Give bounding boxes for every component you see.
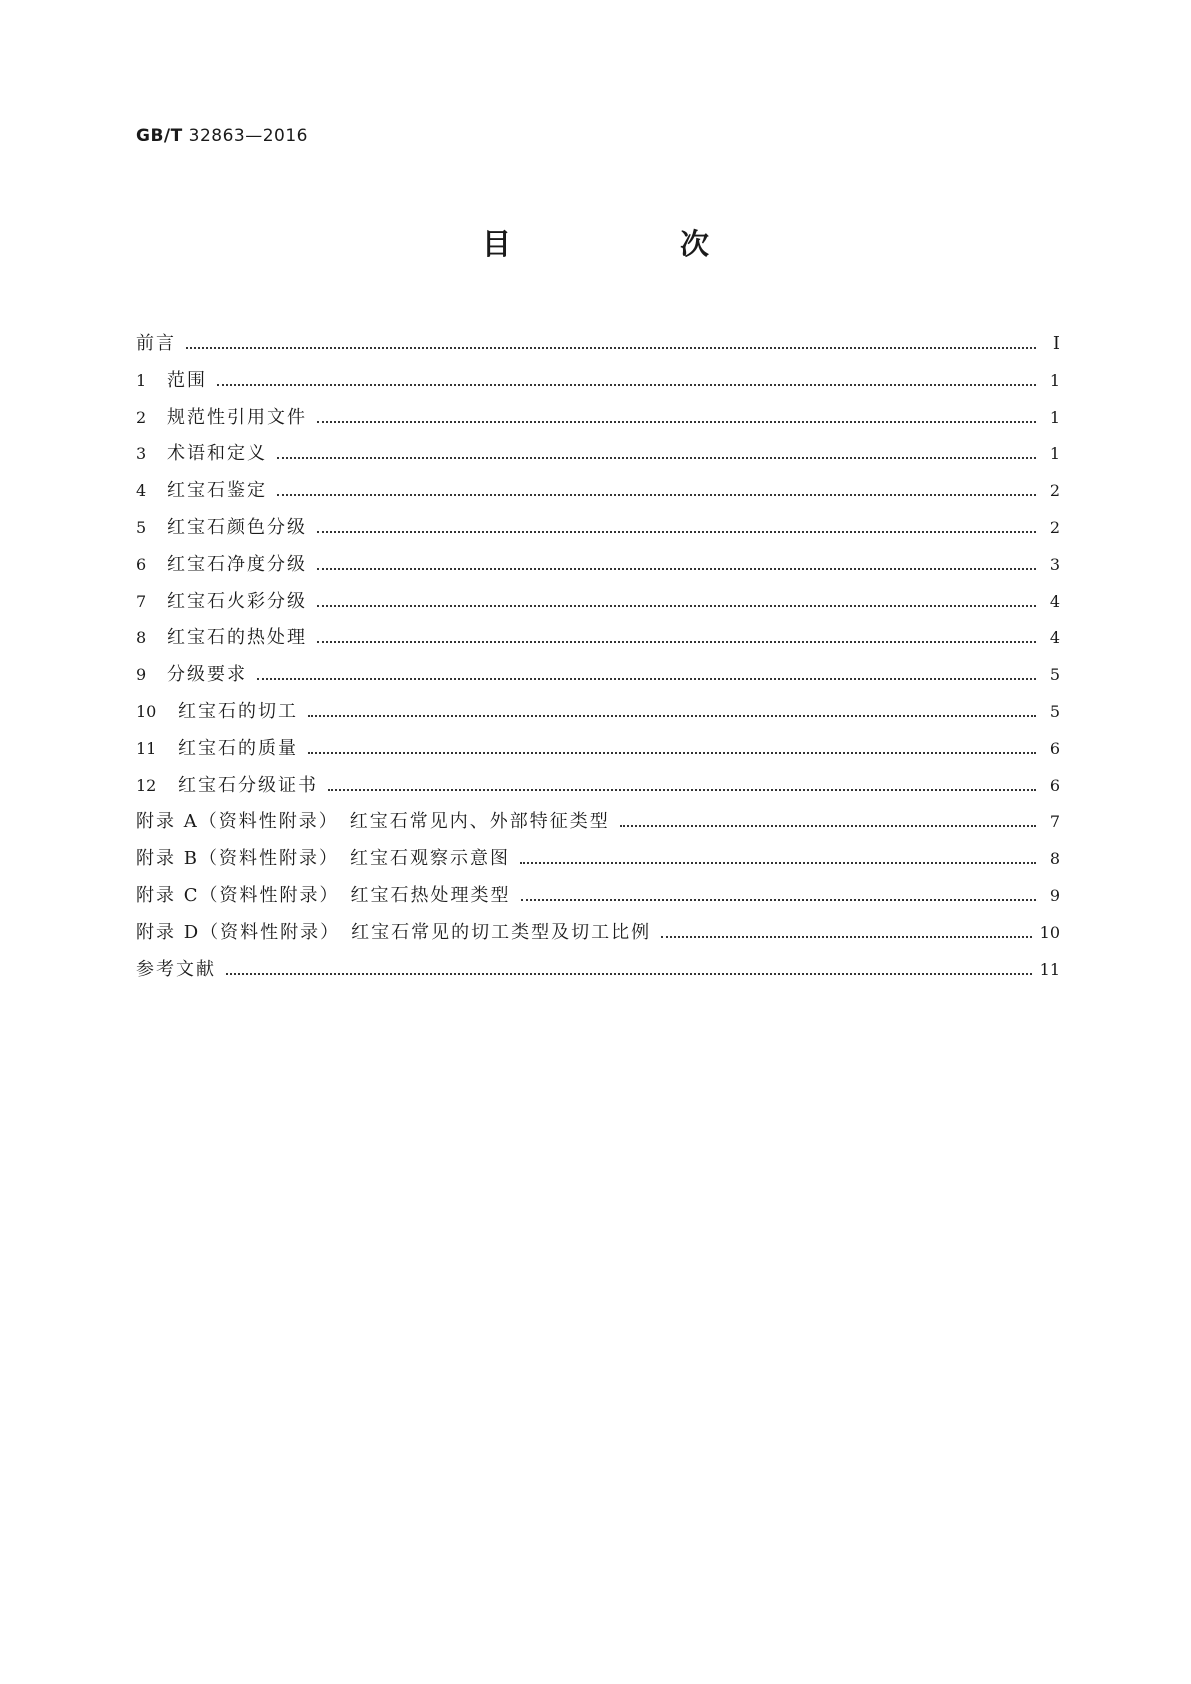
toc-dot-leader <box>317 568 1036 570</box>
toc-entry-label: 红宝石净度分级 <box>167 553 307 575</box>
toc-dot-leader <box>226 973 1032 975</box>
toc-dot-leader <box>317 421 1036 423</box>
toc-entry-10[interactable] <box>136 697 1060 734</box>
toc-entry-page: 8 <box>1049 849 1060 869</box>
toc-entry-page: 6 <box>1049 738 1060 758</box>
toc-entry-8[interactable] <box>136 623 1060 660</box>
toc-dot-leader <box>257 678 1036 680</box>
toc-entry-number: 5 <box>136 517 147 537</box>
standard-number <box>136 126 308 146</box>
toc-entry-label: 规范性引用文件 <box>167 406 307 428</box>
toc-entry-page: 1 <box>1049 370 1060 390</box>
toc-dot-leader <box>317 605 1036 607</box>
toc-entry-appendix-a[interactable] <box>136 807 1060 844</box>
toc-entry-label: 参考文献 <box>136 958 216 980</box>
toc-entry-9[interactable] <box>136 660 1060 697</box>
toc-dot-leader <box>620 825 1036 827</box>
toc-dot-leader <box>520 862 1036 864</box>
toc-entry-6[interactable] <box>136 550 1060 587</box>
toc-entry-page: 2 <box>1049 517 1060 537</box>
toc-entry-label: 红宝石的切工 <box>178 700 298 722</box>
toc-entry-label: 红宝石鉴定 <box>167 480 267 502</box>
toc-entry-1[interactable] <box>136 366 1060 403</box>
toc-entry-label: 附录 A（资料性附录） 红宝石常见内、外部特征类型 <box>136 811 610 833</box>
toc-entry-11[interactable] <box>136 734 1060 771</box>
toc-entry-number: 10 <box>136 701 157 721</box>
toc-entry-page: 1 <box>1049 444 1060 464</box>
toc-entry-label: 术语和定义 <box>167 443 267 465</box>
toc-entry-number: 8 <box>136 628 147 648</box>
toc-dot-leader <box>317 531 1036 533</box>
toc-entry-page: 9 <box>1049 885 1060 905</box>
toc-dot-leader <box>661 936 1031 938</box>
toc-entry-number: 6 <box>136 554 147 574</box>
toc-dot-leader <box>521 899 1037 901</box>
toc-entry-page: 4 <box>1049 591 1060 611</box>
toc-dot-leader <box>308 752 1036 754</box>
toc-entry-page: 4 <box>1049 628 1060 648</box>
toc-entry-page: 3 <box>1049 554 1060 574</box>
toc-entry-number: 11 <box>136 738 157 758</box>
toc-entry-label: 附录 D（资料性附录） 红宝石常见的切工类型及切工比例 <box>136 921 652 943</box>
toc-entry-label: 红宝石颜色分级 <box>167 516 307 538</box>
toc-entry-label: 红宝石的质量 <box>178 737 298 759</box>
toc-dot-leader <box>328 789 1036 791</box>
standard-prefix: GB/T <box>136 126 183 146</box>
toc-entry-page: 1 <box>1049 407 1060 427</box>
toc-entry-page: 11 <box>1039 959 1060 979</box>
page-title: 目 次 <box>481 227 779 261</box>
toc-entry-4[interactable] <box>136 476 1060 513</box>
toc-entry-appendix-d[interactable] <box>136 918 1060 955</box>
toc-entry-page: Ⅰ <box>1052 333 1060 354</box>
toc-dot-leader <box>277 457 1036 459</box>
toc-entry-references[interactable] <box>136 955 1060 992</box>
toc-entry-2[interactable] <box>136 403 1060 440</box>
toc-entry-12[interactable] <box>136 771 1060 808</box>
toc-dot-leader <box>277 494 1036 496</box>
table-of-contents <box>136 329 1060 991</box>
toc-dot-leader <box>317 641 1036 643</box>
toc-entry-page: 5 <box>1049 701 1060 721</box>
toc-entry-number: 3 <box>136 444 147 464</box>
toc-entry-label: 前言 <box>136 333 176 354</box>
toc-entry-label: 附录 B（资料性附录） 红宝石观察示意图 <box>136 848 510 870</box>
toc-entry-page: 6 <box>1049 775 1060 795</box>
toc-dot-leader <box>308 715 1036 717</box>
toc-entry-label: 分级要求 <box>167 664 247 686</box>
toc-entry-preface[interactable] <box>136 329 1060 366</box>
toc-entry-page: 5 <box>1049 665 1060 685</box>
toc-entry-number: 9 <box>136 665 147 685</box>
toc-entry-appendix-c[interactable] <box>136 881 1060 918</box>
toc-entry-number: 7 <box>136 591 147 611</box>
toc-entry-label: 范围 <box>167 369 207 391</box>
toc-entry-number: 4 <box>136 481 147 501</box>
toc-entry-number: 1 <box>136 370 147 390</box>
toc-entry-number: 2 <box>136 407 147 427</box>
toc-entry-page: 7 <box>1049 812 1060 832</box>
standard-code: 32863—2016 <box>188 126 308 146</box>
toc-entry-5[interactable] <box>136 513 1060 550</box>
toc-entry-label: 红宝石火彩分级 <box>167 590 307 612</box>
toc-entry-label: 红宝石分级证书 <box>178 774 318 796</box>
toc-entry-page: 10 <box>1039 922 1060 942</box>
toc-entry-number: 12 <box>136 775 157 795</box>
toc-entry-3[interactable] <box>136 439 1060 476</box>
toc-entry-appendix-b[interactable] <box>136 844 1060 881</box>
toc-dot-leader <box>186 347 1036 349</box>
toc-dot-leader <box>217 384 1036 386</box>
toc-entry-label: 红宝石的热处理 <box>167 627 307 649</box>
toc-entry-7[interactable] <box>136 587 1060 624</box>
toc-entry-page: 2 <box>1049 481 1060 501</box>
toc-entry-label: 附录 C（资料性附录） 红宝石热处理类型 <box>136 884 511 906</box>
